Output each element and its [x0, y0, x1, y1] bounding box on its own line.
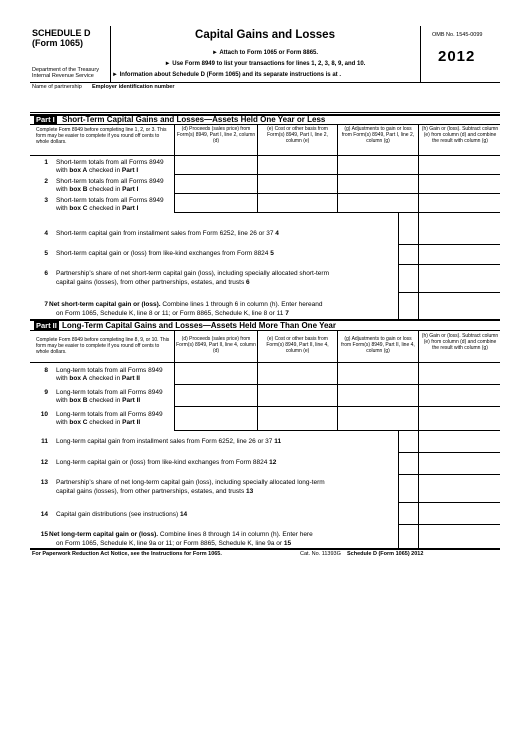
row-label-2: with box C checked in Part I	[56, 205, 139, 212]
line-text-2: capital gains (losses), from other partnerships, estates, and trusts	[56, 488, 245, 495]
line-text-2: capital gains (losses), from other partnerships, estates, and trusts	[56, 279, 245, 286]
line-text-2: on Form 1065, Schedule K, line 8 or 11; or Form 8865, Schedule K, line 8 or 11	[56, 310, 284, 317]
line-number: 10	[40, 411, 48, 418]
line-number: 4	[44, 230, 48, 237]
line-number: 6	[44, 270, 48, 277]
row-label-2: with box B checked in Part I	[56, 186, 139, 193]
part2-col-e-header: (e) Cost or other basis from Form(s) 8949, Part II, line 4, column (e)	[266, 336, 329, 354]
line-number: 13	[40, 479, 48, 486]
paperwork-notice: For Paperwork Reduction Act Notice, see the Instructions for Form 1065.	[32, 551, 222, 557]
line-ref: 14	[179, 511, 188, 518]
line-ref: 7	[285, 310, 289, 317]
form-title: Capital Gains and Losses	[195, 29, 335, 41]
line-text-2: on Form 1065, Schedule K, line 9a or 11; or Form 8865, Schedule K, line 9a or	[56, 540, 283, 547]
part1-col-e-header: (e) Cost or other basis from Form(s) 8949, Part I, line 2, column (e)	[267, 126, 328, 144]
line-number: 11	[41, 438, 48, 445]
line-ref: 15	[283, 540, 292, 547]
line-ref: 12	[269, 459, 277, 466]
row-label: Long-term totals from all Forms 8949	[56, 389, 163, 396]
dept-treasury: Department of the Treasury	[32, 67, 99, 73]
ein-field[interactable]	[92, 84, 175, 91]
part2-label: Part II	[36, 321, 57, 330]
line-ref: 5	[270, 250, 274, 257]
line-number: 12	[40, 459, 48, 466]
line-number: 5	[44, 250, 48, 257]
part1-label: Part I	[36, 115, 55, 124]
tax-year: 2012	[438, 48, 476, 65]
row-label: Short-term totals from all Forms 8949	[56, 197, 164, 204]
line-number: 9	[44, 389, 48, 396]
line-number: 3	[44, 197, 48, 204]
row-label-2: with box C checked in Part II	[56, 419, 141, 426]
line-number: 7	[44, 301, 48, 308]
line-bold: Net long-term capital gain or (loss).	[49, 531, 159, 538]
part1-intro: Complete Form 8949 before completing line 1, 2, or 3. This form may be easier to complete if you round off cents to whole dollars.	[36, 127, 167, 145]
part2-intro: Complete Form 8949 before completing line 8, 9, or 10. This form may be easier to complete if you round off cents to whole dollars.	[36, 337, 170, 355]
attach-note: ► Attach to Form 1065 or Form 8865.	[211, 50, 319, 56]
line-ref: 4	[275, 230, 279, 237]
line-number: 1	[44, 159, 48, 166]
line-text: Long-term capital gain or (loss) from like-kind exchanges from Form 8824	[56, 459, 268, 466]
line-bold: Net short-term capital gain or (loss).	[49, 301, 161, 308]
line-ref: 11	[274, 438, 282, 445]
info-note: ► Information about Schedule D (Form 1065) and its separate instructions is at .	[112, 72, 341, 78]
row-label: Short-term totals from all Forms 8949	[56, 159, 164, 166]
footer-form-id: Schedule D (Form 1065) 2012	[347, 551, 424, 557]
part1-col-d-header: (d) Proceeds (sales price) from Form(s) 8949, Part I, line 2, column (d)	[176, 126, 256, 144]
form-name: (Form 1065)	[32, 38, 84, 48]
line-text: Partnership’s share of net long-term capital gain (loss), including specially allocated long-term	[56, 479, 325, 486]
line-text: Short-term capital gain from installment sales from Form 6252, line 26 or 37	[56, 230, 274, 237]
line-ref: 13	[246, 488, 254, 495]
part2-col-h-header: (h) Gain or (loss). Subtract column (e) from column (d) and combine the result with column (g)	[421, 333, 499, 351]
part2-title: Long-Term Capital Gains and Losses—Assets Held More Than One Year	[62, 321, 336, 330]
part2-col-g-header: (g) Adjustments to gain or loss from Form(s) 8949, Part II, line 4, column (g)	[341, 336, 415, 354]
line-ref: 6	[246, 279, 250, 286]
ein-label: Employer identification number	[92, 84, 175, 90]
line-text: Long-term capital gain from installment sales from Form 6252, line 26 or 37	[56, 438, 273, 445]
part2-col-d-header: (d) Proceeds (sales price) from Form(s) 8949, Part II, line 4, column (d)	[176, 336, 256, 354]
use-8949-note: ► Use Form 8949 to list your transactions for lines 1, 2, 3, 8, 9, and 10.	[164, 61, 366, 67]
row-label: Short-term totals from all Forms 8949	[56, 178, 164, 185]
row-label-2: with box B checked in Part II	[56, 397, 141, 404]
omb-number: OMB No. 1545-0099	[432, 32, 483, 38]
row-label: Long-term totals from all Forms 8949	[56, 411, 163, 418]
line-text: Combine lines 1 through 6 in column (h). Enter hereand	[160, 301, 323, 308]
part1-title: Short-Term Capital Gains and Losses—Assets Held One Year or Less	[62, 115, 326, 124]
schedule-name: SCHEDULE D	[32, 28, 91, 38]
irs-label: Internal Revenue Service	[32, 73, 94, 79]
row-label-2: with box A checked in Part I	[56, 167, 139, 174]
row-label-2: with box A checked in Part II	[56, 375, 140, 382]
row-label: Long-term totals from all Forms 8949	[56, 367, 163, 374]
line-text: Partnership’s share of net short-term capital gain (loss), including specially allocated short-term	[56, 270, 330, 277]
line-text: Capital gain distributions (see instructions)	[56, 511, 179, 518]
line-number: 15	[40, 531, 48, 538]
line-number: 2	[44, 178, 48, 185]
part1-col-g-header: (g) Adjustments to gain or loss from Form(s) 8949, Part I, line 2, column (g)	[341, 126, 415, 144]
partnership-name-label: Name of partnership	[32, 84, 82, 90]
partnership-name-field[interactable]	[32, 84, 82, 91]
part1-col-h-header: (h) Gain or (loss). Subtract column (e) from column (d) and combine the result with column (g)	[421, 126, 499, 144]
line-number: 8	[44, 367, 48, 374]
cat-number: Cat. No. 11393G	[300, 551, 341, 557]
line-number: 14	[40, 511, 48, 518]
line-text: Short-term capital gain or (loss) from like-kind exchanges from Form 8824	[56, 250, 269, 257]
line-text: Combine lines 8 through 14 in column (h). Enter here	[158, 531, 313, 538]
